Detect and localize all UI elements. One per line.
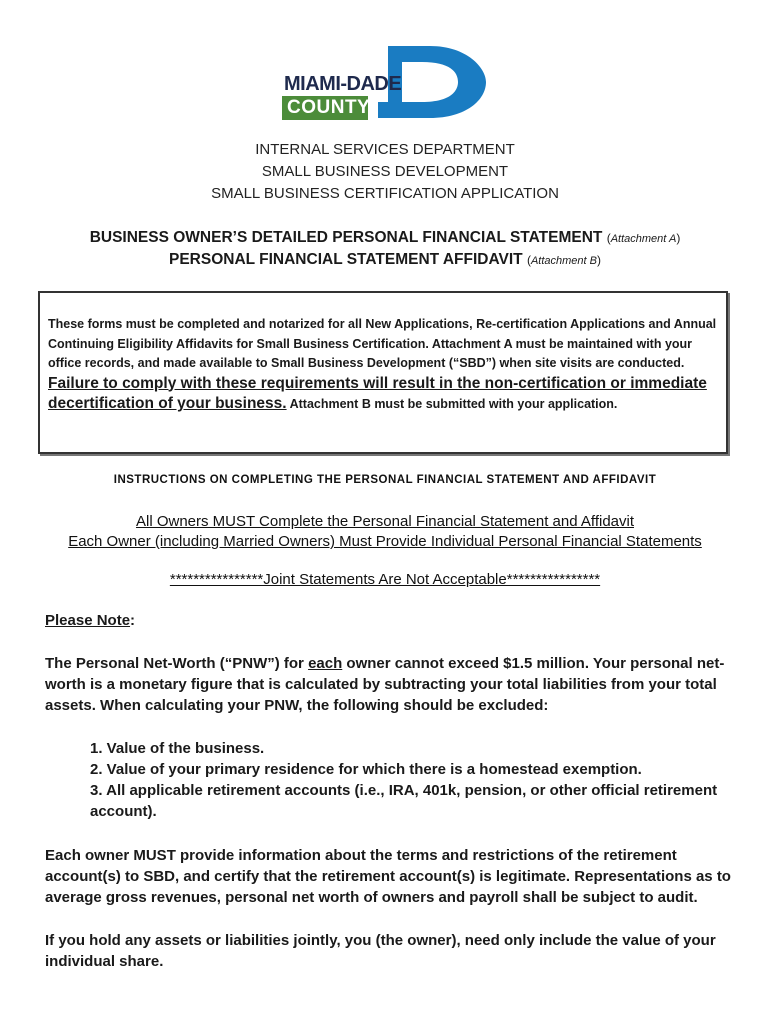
title-b-text: PERSONAL FINANCIAL STATEMENT AFFIDAVIT — [169, 251, 523, 268]
exclusions-list — [90, 738, 730, 822]
pnw-text-end: owner cannot exceed $1.5 million. Your personal net-worth is a monetary figure that is calculated by subtracting your total liabilities from your total assets. When calculating your PNW, the following should be excluded: — [45, 655, 725, 714]
title-attachment-b: PERSONAL FINANCIAL STATEMENT AFFIDAVIT (Attachment B) — [169, 251, 601, 268]
title-a-attachment: Attachment A — [610, 233, 677, 245]
please-note-heading: Please Note: — [45, 612, 136, 629]
joint-assets-paragraph: If you hold any assets or liabilities jointly, you (the owner), need only include the value of your individual share. — [45, 932, 716, 970]
instructions-heading: INSTRUCTIONS ON COMPLETING THE PERSONAL FINANCIAL STATEMENT AND AFFIDAVIT — [113, 474, 657, 486]
exclusion-item: 3. All applicable retirement accounts (i.e., IRA, 401k, pension, or other official retirement account). — [90, 782, 718, 820]
notice-attachment-b: Attachment B must be submitted with your application. — [289, 397, 618, 411]
notice-text — [48, 315, 718, 415]
retirement-paragraph: Each owner MUST provide information about the terms and restrictions of the retirement account(s) to SBD, and certify that the retirement account(s) is legitimate. Representations as to average gross revenues, personal net worth of owners and payroll shall be subject to audit. — [45, 847, 731, 906]
title-attachment-a: BUSINESS OWNER’S DETAILED PERSONAL FINANCIAL STATEMENT (Attachment A) — [89, 229, 681, 246]
pnw-text-start: The Personal Net-Worth (“PNW”) for — [45, 655, 309, 672]
owners-must-complete: All Owners MUST Complete the Personal Financial Statement and Affidavit — [135, 513, 635, 530]
logo-name-top: MIAMI-DADE — [284, 73, 402, 95]
please-note-label: Please Note — [45, 612, 131, 629]
logo-county-box — [282, 96, 371, 120]
notice-box — [38, 291, 728, 454]
division-line: SMALL BUSINESS DEVELOPMENT — [261, 163, 509, 180]
owners-individual-statements: Each Owner (including Married Owners) Must Provide Individual Personal Financial Statements — [68, 533, 702, 550]
pnw-each: each — [308, 655, 343, 672]
exclusion-item: 1. Value of the business. — [90, 740, 265, 757]
department-line: INTERNAL SERVICES DEPARTMENT — [255, 141, 515, 158]
title-a-text: BUSINESS OWNER’S DETAILED PERSONAL FINANCIAL STATEMENT — [89, 229, 603, 246]
joint-statements-warning: ****************Joint Statements Are Not Acceptable**************** — [169, 571, 601, 588]
notice-warning: Failure to comply with these requirements will result in the non-certification or immediate decertification of your business. — [48, 374, 707, 412]
application-line: SMALL BUSINESS CERTIFICATION APPLICATION — [211, 185, 559, 202]
title-b-attachment: Attachment B — [530, 255, 597, 267]
exclusion-item: 2. Value of your primary residence for which there is a homestead exemption. — [90, 761, 642, 778]
pnw-paragraph — [45, 653, 735, 716]
logo-name-bottom: COUNTY — [287, 97, 371, 118]
notice-requirements: These forms must be completed and notarized for all New Applications, Re-certification Applications and Annual Continuing Eligibility Affidavits for Small Business Certification. Attachment A must be maintained with your office records, and made available to Small Business Development (“SBD”) when site visits are conducted. — [48, 317, 717, 370]
miami-dade-county-logo — [282, 44, 488, 120]
